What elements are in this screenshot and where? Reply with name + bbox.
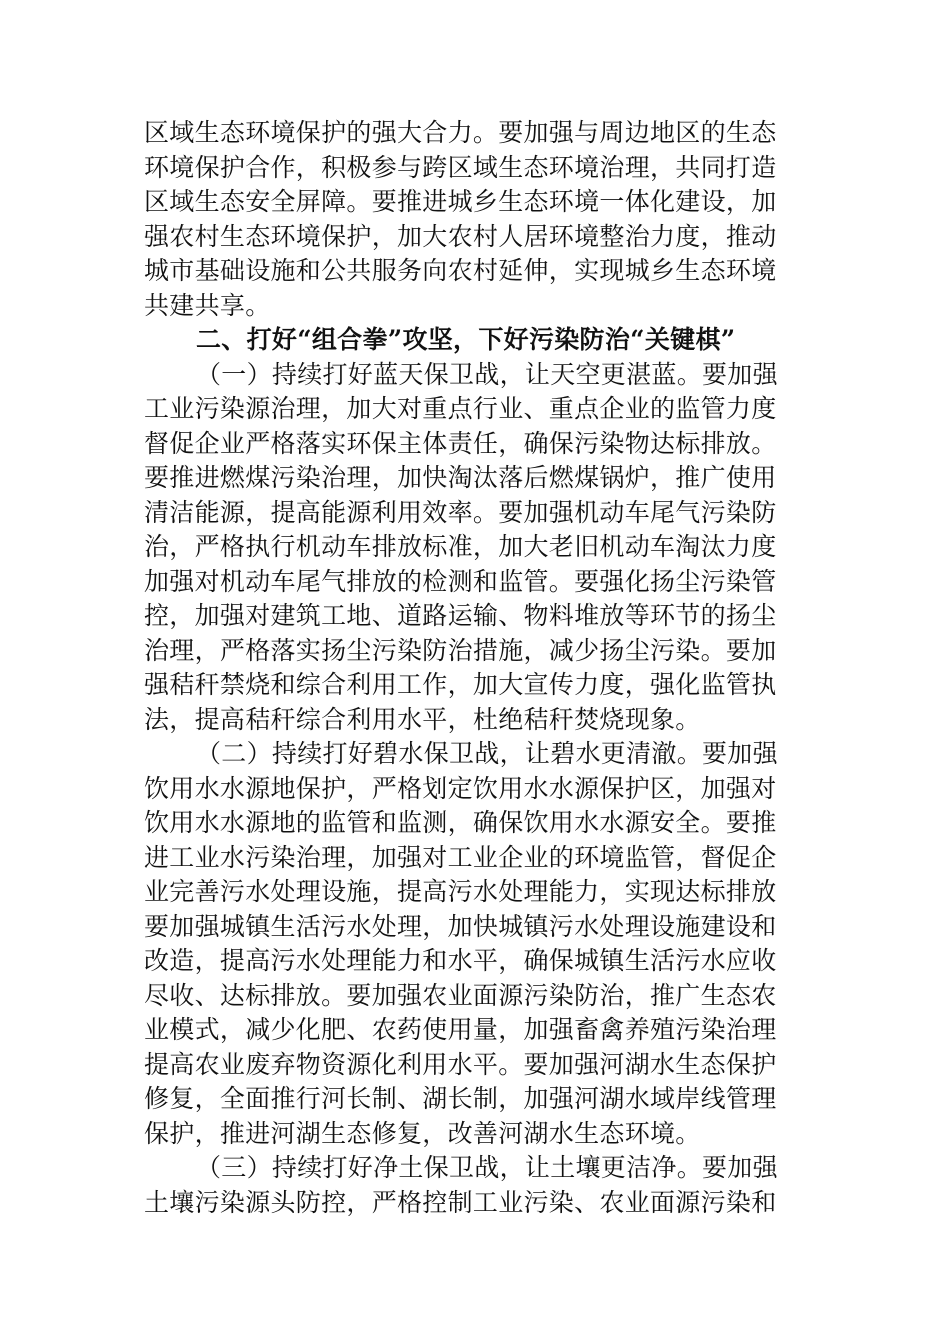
text-line: 控，加强对建筑工地、道路运输、物料堆放等环节的扬尘 bbox=[144, 601, 777, 630]
text-line: 工业污染源治理，加大对重点行业、重点企业的监管力度 bbox=[144, 394, 777, 423]
text-line: 业模式，减少化肥、农药使用量，加强畜禽养殖污染治理 bbox=[144, 1015, 777, 1044]
text-line: 改造，提高污水处理能力和水平，确保城镇生活污水应收 bbox=[144, 946, 777, 975]
text-line: 强秸秆禁烧和综合利用工作，加大宣传力度，强化监管执 bbox=[144, 670, 777, 699]
text-line: 提高农业废弃物资源化利用水平。要加强河湖水生态保护 bbox=[144, 1049, 777, 1079]
text-line: 业完善污水处理设施，提高污水处理能力，实现达标排放 bbox=[144, 877, 777, 906]
text-line: 环境保护合作，积极参与跨区域生态环境治理，共同打造 bbox=[144, 152, 777, 182]
section-heading: 二、打好“组合拳”攻坚，下好污染防治“关键棋” bbox=[196, 325, 736, 354]
text-line: 城市基础设施和公共服务向农村延伸，实现城乡生态环境 bbox=[144, 256, 777, 285]
text-line: 治，严格执行机动车排放标准，加大老旧机动车淘汰力度 bbox=[144, 532, 777, 561]
text-line: 加强对机动车尾气排放的检测和监管。要强化扬尘污染管 bbox=[144, 566, 777, 596]
text-line: 土壤污染源头防控，严格控制工业污染、农业面源污染和 bbox=[144, 1187, 777, 1217]
text-line: 进工业水污染治理，加强对工业企业的环境监管，督促企 bbox=[144, 842, 777, 872]
text-line: 饮用水水源地保护，严格划定饮用水水源保护区，加强对 bbox=[144, 773, 777, 803]
text-line: 治理，严格落实扬尘污染防治措施，减少扬尘污染。要加 bbox=[144, 635, 777, 665]
text-line: 法，提高秸秆综合利用水平，杜绝秸秆焚烧现象。 bbox=[144, 704, 701, 734]
subsection-lead-line: （一）持续打好蓝天保卫战，让天空更湛蓝。要加强 bbox=[196, 359, 778, 389]
text-line: 修复，全面推行河长制、湖长制，加强河湖水域岸线管理 bbox=[144, 1084, 777, 1113]
text-line: 督促企业严格落实环保主体责任，确保污染物达标排放。 bbox=[144, 428, 777, 458]
text-line: 要加强城镇生活污水处理，加快城镇污水处理设施建设和 bbox=[144, 911, 777, 941]
text-line: 区域生态安全屏障。要推进城乡生态环境一体化建设，加 bbox=[144, 187, 777, 216]
text-line: 饮用水水源地的监管和监测，确保饮用水水源安全。要推 bbox=[144, 808, 777, 837]
text-line: 保护，推进河湖生态修复，改善河湖水生态环境。 bbox=[144, 1118, 701, 1148]
text-line: 区域生态环境保护的强大合力。要加强与周边地区的生态 bbox=[144, 118, 777, 147]
text-line: 尽收、达标排放。要加强农业面源污染防治，推广生态农 bbox=[144, 980, 777, 1010]
text-line: 要推进燃煤污染治理，加快淘汰落后燃煤锅炉，推广使用 bbox=[144, 463, 777, 492]
text-line: 强农村生态环境保护，加大农村人居环境整治力度，推动 bbox=[144, 221, 777, 251]
text-line: 清洁能源，提高能源利用效率。要加强机动车尾气污染防 bbox=[144, 497, 777, 527]
subsection-lead-line: （三）持续打好净土保卫战，让土壤更洁净。要加强 bbox=[196, 1153, 778, 1182]
text-line: 共建共享。 bbox=[144, 290, 271, 320]
subsection-lead-line: （二）持续打好碧水保卫战，让碧水更清澈。要加强 bbox=[196, 739, 778, 768]
body-text bbox=[144, 116, 816, 1220]
